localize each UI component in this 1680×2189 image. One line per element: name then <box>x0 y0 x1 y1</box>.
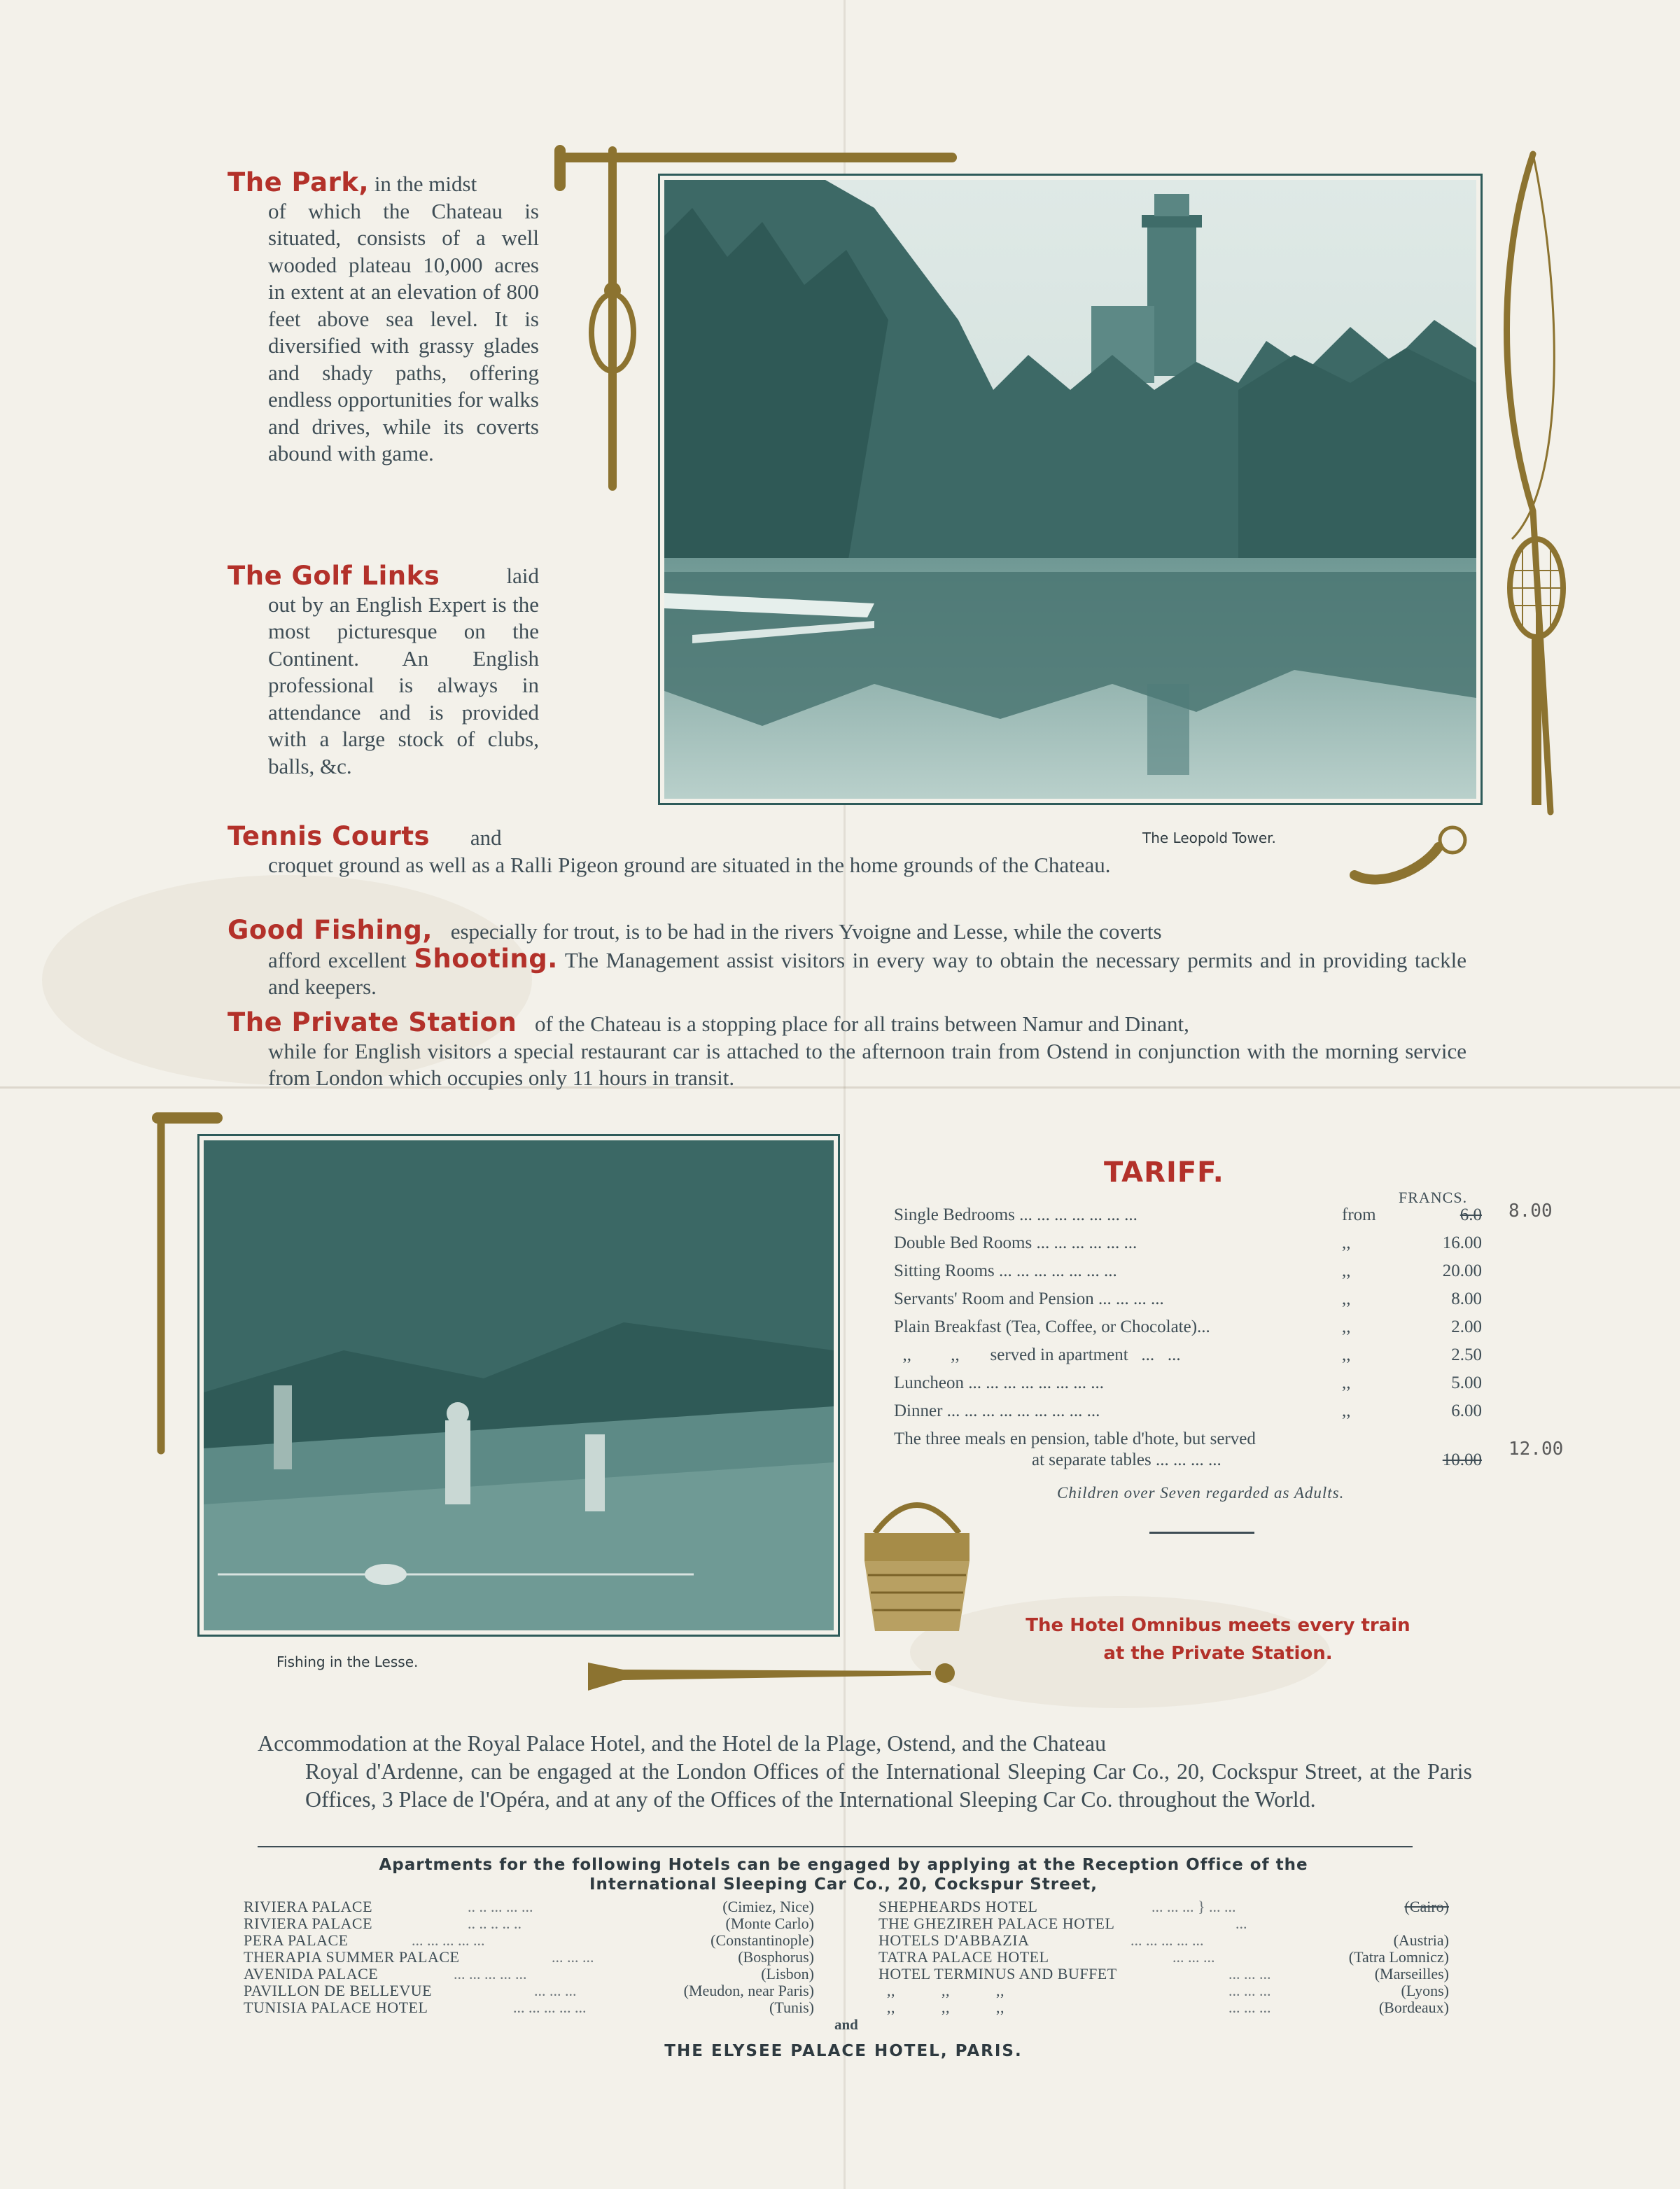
golf-first-words: laid <box>506 564 539 588</box>
hotel-location: (Meudon, near Paris) <box>683 1982 814 1999</box>
hotel-name: HOTELS D'ABBAZIA <box>878 1931 1030 1949</box>
hotel-name: ,, ,, ,, <box>878 1999 1004 2016</box>
hotel-entry <box>244 1915 814 1932</box>
hotel-location: (Cairo) <box>1404 1898 1449 1915</box>
tariff-row <box>894 1205 1503 1233</box>
hotel-name: AVENIDA PALACE <box>244 1965 379 1982</box>
hotel-location: (Bosphorus) <box>738 1948 814 1966</box>
omnibus-line2: at the Private Station. <box>1103 1643 1333 1664</box>
golf-paragraph <box>227 563 539 780</box>
hotel-location: (Lisbon) <box>761 1965 814 1982</box>
station-first-words: of the Chateau is a stopping place for all trains between Namur and Dinant, <box>535 1012 1189 1036</box>
fishing-paragraph <box>227 917 1466 1001</box>
tariff-pension-row <box>894 1429 1503 1478</box>
tariff-value: 6.0 <box>1460 1205 1482 1224</box>
hotel-location: (Tatra Lomnicz) <box>1348 1948 1449 1966</box>
hotel-leader-dots: ... ... ... ... ... <box>454 1965 527 1982</box>
apartments-line2: International Sleeping Car Co., 20, Cockspur Street, <box>589 1875 1098 1894</box>
tariff-unit: ,, <box>1342 1233 1351 1252</box>
hotel-location: (Austria) <box>1393 1931 1449 1949</box>
tariff-title: TARIFF. <box>1104 1156 1224 1189</box>
hotel-leader-dots: ... ... ... ... ... <box>1130 1931 1204 1949</box>
tennis-heading: Tennis Courts <box>227 821 430 851</box>
hotel-leader-dots: ... ... ... <box>552 1948 594 1966</box>
tariff-label: Plain Breakfast (Tea, Coffee, or Chocolate)... <box>894 1317 1210 1336</box>
hotel-name: HOTEL TERMINUS AND BUFFET <box>878 1965 1117 1982</box>
tariff-divider <box>1149 1532 1254 1534</box>
tariff-unit: ,, <box>1342 1401 1351 1420</box>
hotel-location: (Cimiez, Nice) <box>722 1898 814 1915</box>
hotel-leader-dots: ... <box>1236 1915 1247 1932</box>
tariff-row <box>894 1317 1503 1345</box>
hotel-name: PAVILLON DE BELLEVUE <box>244 1982 433 1999</box>
hotel-entry <box>878 1915 1449 1932</box>
tennis-racket-icon <box>1505 532 1568 826</box>
hotel-location: (Constantinople) <box>710 1931 814 1949</box>
accommodation-body: Royal d'Ardenne, can be engaged at the London Offices of the International Sleeping Car Co., 20, Cockspur Street, at the Paris Offices, 3 Place de l'Opéra, and at any of the Offices of the International Sleeping Car Co. throughout the World. <box>305 1758 1472 1812</box>
hotel-leader-dots: ... ... ... <box>1228 1982 1271 1999</box>
hotel-name: RIVIERA PALACE <box>244 1915 373 1932</box>
tariff-value: 20.00 <box>1442 1261 1482 1280</box>
tariff-label: ,, ,, served in apartment ... ... <box>894 1345 1181 1364</box>
tariff-label: Single Bedrooms ... ... ... ... ... ... ... <box>894 1205 1138 1224</box>
fishing-basket-icon <box>847 1484 987 1638</box>
hotel-leader-dots: ... ... ... <box>534 1982 577 1999</box>
hotel-leader-dots: ... ... ... } ... ... <box>1152 1898 1236 1915</box>
tariff-unit: ,, <box>1342 1289 1351 1308</box>
tariff-row <box>894 1233 1503 1261</box>
tariff-label: Dinner ... ... ... ... ... ... ... ... ... <box>894 1401 1100 1420</box>
tariff-unit: ,, <box>1342 1373 1351 1392</box>
park-body: of which the Chateau is situated, consists of a well wooded plateau 10,000 acres in extent at an elevation of 800 feet above sea level. It is diversified with grassy glades and shady paths, offering endless opportunities for walks and drives, while its coverts abound with game. <box>268 198 539 466</box>
hotel-entry <box>244 1966 814 1982</box>
handwritten-pension-rate: 12.00 <box>1508 1439 1564 1460</box>
hotel-location: (Bordeaux) <box>1378 1999 1449 2016</box>
hotel-location: (Lyons) <box>1401 1982 1449 1999</box>
tariff-label: Sitting Rooms ... ... ... ... ... ... ... <box>894 1261 1117 1280</box>
hotel-location: (Tunis) <box>769 1999 814 2016</box>
tariff-value: 16.00 <box>1442 1233 1482 1252</box>
station-paragraph <box>227 1009 1466 1092</box>
hotel-entry <box>878 1982 1449 1999</box>
golf-heading: The Golf Links <box>227 561 440 591</box>
hotel-leader-dots: .. .. ... ... ... <box>468 1898 533 1915</box>
golf-body: out by an English Expert is the most picturesque on the Continent. An English professional is always in attendance and is provided with a large stock of clubs, balls, &c. <box>268 592 539 778</box>
hotel-name: RIVIERA PALACE <box>244 1898 373 1915</box>
station-body: while for English visitors a special restaurant car is attached to the afternoon train from Ostend in conjunction with the morning service from London which occupies only 11 hours in transit. <box>268 1038 1466 1090</box>
tariff-value: 2.50 <box>1451 1345 1482 1364</box>
hotel-entry <box>878 1966 1449 1982</box>
tariff-row <box>894 1289 1503 1317</box>
tariff-row <box>894 1373 1503 1401</box>
tariff-unit: ,, <box>1342 1345 1351 1364</box>
hotel-location: (Monte Carlo) <box>725 1915 814 1932</box>
tariff-label: Servants' Room and Pension ... ... ... ... <box>894 1289 1164 1308</box>
shooting-heading: Shooting. <box>414 943 558 974</box>
hotel-leader-dots: ... ... ... <box>1228 1965 1271 1982</box>
spur-icon <box>1348 819 1488 896</box>
hotel-entry <box>878 1898 1449 1915</box>
fishing-photo <box>197 1134 840 1637</box>
tariff-unit: from <box>1342 1205 1376 1224</box>
hotel-name: PERA PALACE <box>244 1931 349 1949</box>
hotel-entry <box>878 1932 1449 1949</box>
hotel-entry <box>878 1999 1449 2016</box>
hotel-name: ,, ,, ,, <box>878 1982 1004 1999</box>
handwritten-single-rate: 8.00 <box>1508 1201 1553 1222</box>
park-paragraph <box>227 169 539 468</box>
pension-label-line1: The three meals en pension, table d'hote, but served <box>894 1429 1256 1448</box>
park-heading: The Park, <box>227 167 370 197</box>
tower-caption: The Leopold Tower. <box>1142 830 1276 846</box>
hotel-entry <box>244 1949 814 1966</box>
hotel-leader-dots: .. .. .. .. .. <box>468 1915 522 1932</box>
apartments-heading <box>238 1855 1449 1894</box>
tariff-row <box>894 1261 1503 1289</box>
tariff-value: 5.00 <box>1451 1373 1482 1392</box>
tariff-value: 6.00 <box>1451 1401 1482 1420</box>
hotel-name: TUNISIA PALACE HOTEL <box>244 1999 428 2016</box>
tariff-label: Luncheon ... ... ... ... ... ... ... ... <box>894 1373 1104 1392</box>
and-connector: and <box>834 2016 858 2033</box>
accommodation-paragraph <box>258 1729 1472 1813</box>
tariff-row <box>894 1345 1503 1373</box>
walking-stick-icon <box>147 1107 224 1464</box>
hotel-entry <box>244 1898 814 1915</box>
hotel-leader-dots: ... ... ... ... ... <box>513 1999 587 2016</box>
horn-icon <box>581 1649 959 1705</box>
tariff-label: Double Bed Rooms ... ... ... ... ... ... <box>894 1233 1138 1252</box>
hotel-entry <box>244 1932 814 1949</box>
hotel-leader-dots: ... ... ... <box>1228 1999 1271 2016</box>
pension-value: 10.00 <box>1442 1450 1482 1469</box>
children-note: Children over Seven regarded as Adults. <box>1057 1484 1345 1502</box>
riding-crop-icon <box>546 137 966 501</box>
apartments-line1: Apartments for the following Hotels can be engaged by applying at the Reception Office of the <box>379 1856 1308 1874</box>
omnibus-note <box>1008 1611 1428 1667</box>
fishing-caption: Fishing in the Lesse. <box>276 1653 419 1670</box>
fishing-heading: Good Fishing, <box>227 915 433 945</box>
station-heading: The Private Station <box>227 1007 517 1037</box>
pension-label-line2: at separate tables ... ... ... ... <box>1032 1450 1222 1469</box>
fishing-first-words: especially for trout, is to be had in the rivers Yvoigne and Lesse, while the coverts <box>450 919 1162 944</box>
section-divider <box>258 1846 1413 1847</box>
tariff-value: 8.00 <box>1451 1289 1482 1308</box>
hotel-entry <box>244 1982 814 1999</box>
elysee-palace-line: THE ELYSEE PALACE HOTEL, PARIS. <box>664 2042 1023 2060</box>
hotel-entry <box>244 1999 814 2016</box>
tariff-unit: ,, <box>1342 1261 1351 1280</box>
fishing-body-b: The Management assist visitors in every way to obtain the necessary permits and in providing tackle and keepers. <box>268 947 1466 999</box>
tariff-unit: ,, <box>1342 1317 1351 1336</box>
park-first-words: in the midst <box>374 172 477 196</box>
omnibus-line1: The Hotel Omnibus meets every train <box>1026 1615 1410 1636</box>
currency-label: FRANCS. <box>1399 1189 1468 1206</box>
hotel-leader-dots: ... ... ... ... ... <box>412 1931 485 1949</box>
hotel-name: THERAPIA SUMMER PALACE <box>244 1948 460 1966</box>
hotel-name: THE GHEZIREH PALACE HOTEL <box>878 1915 1115 1932</box>
accommodation-line1: Accommodation at the Royal Palace Hotel, and the Hotel de la Plage, Ostend, and the Chateau <box>258 1730 1107 1756</box>
tennis-first-words: and <box>470 825 502 850</box>
hotel-leader-dots: ... ... ... <box>1172 1948 1215 1966</box>
tariff-row <box>894 1401 1503 1429</box>
fishing-body-a: afford excellent <box>268 947 407 972</box>
tariff-value: 2.00 <box>1451 1317 1482 1336</box>
hotel-location: (Marseilles) <box>1374 1965 1449 1982</box>
hotel-name: SHEPHEARDS HOTEL <box>878 1898 1038 1915</box>
hotel-name: TATRA PALACE HOTEL <box>878 1948 1049 1966</box>
fishing-illustration <box>204 1140 834 1630</box>
hotel-entry <box>878 1949 1449 1966</box>
tennis-body: croquet ground as well as a Ralli Pigeon ground are situated in the home grounds of the Chateau. <box>268 852 1111 877</box>
